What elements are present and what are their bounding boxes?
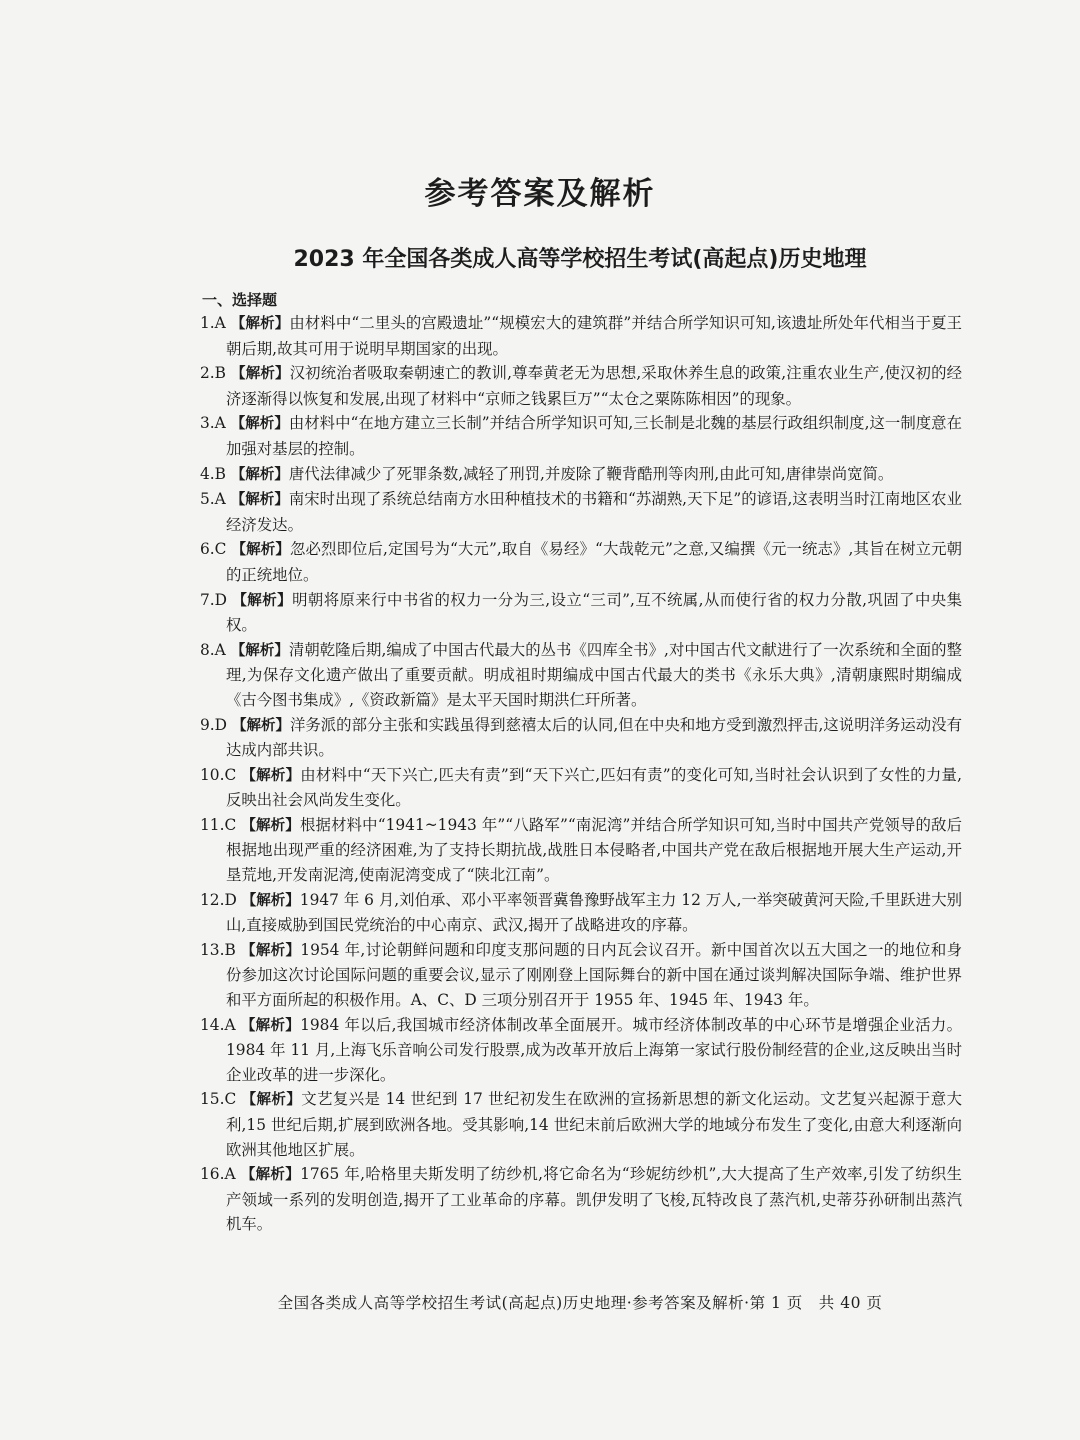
answer-text: 南宋时出现了系统总结南方水田种植技术的书籍和“苏湖熟,天下足”的谚语,这表明当时江南地区农业经济发达。: [226, 490, 962, 534]
answer-text: 明朝将原来行中书省的权力一分为三,设立“三司”,互不统属,从而使行省的权力分散,巩固了中央集权。: [226, 590, 962, 635]
answer-item: [200, 361, 962, 411]
answer-number: 15.C: [200, 1090, 237, 1109]
answer-item: [200, 462, 962, 488]
answer-item: [200, 813, 962, 888]
answer-text: 文艺复兴是 14 世纪到 17 世纪初发生在欧洲的宣扬新思想的新文化运动。文艺复兴起源于意大利,15 世纪后期,扩展到欧洲各地。受其影响,14 世纪末前后欧洲大学的地域分布发生了变化,由意大利逐渐向欧洲其他地区扩展。: [226, 1090, 962, 1159]
analysis-tag: 【解析】: [231, 717, 290, 734]
analysis-tag: 【解析】: [232, 592, 293, 609]
answer-text: 1984 年以后,我国城市经济体制改革全面展开。城市经济体制改革的中心环节是增强企业活力。1984 年 11 月,上海飞乐音响公司发行股票,成为改革开放后上海第一家试行股份制经营的企业,这反映出当时企业改革的进一步深化。: [226, 1015, 963, 1084]
page-footer: 全国各类成人高等学校招生考试(高起点)历史地理·参考答案及解析·第 1 页 共 40 页: [277, 1294, 883, 1312]
section-heading: 一、选择题: [202, 291, 278, 309]
answer-text: 清朝乾隆后期,编成了中国古代最大的丛书《四库全书》,对中国古代文献进行了一次系统和全面的整理,为保存文化遗产做出了重要贡献。明成祖时期编成中国古代最大的类书《永乐大典》,清朝康熙时期编成《古今图书集成》,《资政新篇》是太平天国时期洪仁玕所著。: [226, 640, 962, 709]
analysis-tag: 【解析】: [241, 942, 301, 959]
analysis-tag: 【解析】: [230, 316, 290, 332]
answer-text: 由材料中“二里头的宫殿遗址”“规模宏大的建筑群”并结合所学知识可知,该遗址所处年代相当于夏王朝后期,故其可用于说明早期国家的出现。: [226, 314, 962, 358]
page-title: 参考答案及解析: [424, 176, 656, 212]
answer-item: [200, 638, 962, 713]
answer-item: [200, 713, 962, 763]
answer-number: 14.A: [200, 1015, 236, 1034]
analysis-tag: 【解析】: [231, 366, 290, 383]
answer-number: 5.A: [200, 490, 226, 509]
answer-number: 7.D: [200, 590, 228, 609]
analysis-tag: 【解析】: [230, 642, 289, 659]
answer-text: 1954 年,讨论朝鲜问题和印度支那问题的日内瓦会议召开。新中国首次以五大国之一的地位和身份参加这次讨论国际问题的重要会议,显示了刚刚登上国际舞台的新中国在通过谈判解决国际争端、维护世界和平方面所起的积极作用。A、C、D 三项分别召开于 1955 年、1945 年、1943 年。: [226, 940, 963, 1010]
answer-number: 6.C: [200, 540, 227, 559]
analysis-tag: 【解析】: [241, 1092, 302, 1109]
answer-text: 1765 年,哈格里夫斯发明了纺纱机,将它命名为“珍妮纺纱机”,大大提高了生产效率,引发了纺织生产领域一系列的发明创造,揭开了工业革命的序幕。凯伊发明了飞梭,瓦特改良了蒸汽机,史蒂芬孙研制出蒸汽机车。: [226, 1165, 962, 1234]
answer-item: [200, 888, 962, 938]
answer-text: 由材料中“在地方建立三长制”并结合所学知识可知,三长制是北魏的基层行政组织制度,这一制度意在加强对基层的控制。: [226, 414, 962, 458]
answer-list: [200, 311, 962, 1237]
answer-number: 9.D: [200, 715, 228, 734]
answer-item: [200, 763, 962, 813]
answer-text: 汉初统治者吸取秦朝速亡的教训,尊奉黄老无为思想,采取休养生息的政策,注重农业生产,使汉初的经济逐渐得以恢复和发展,出现了材料中“京师之钱累巨万”“太仓之粟陈陈相因”的现象。: [226, 364, 962, 408]
analysis-tag: 【解析】: [231, 542, 290, 559]
answer-item: [200, 537, 962, 587]
answer-item: [200, 1013, 962, 1088]
exam-subtitle: 2023 年全国各类成人高等学校招生考试(高起点)历史地理: [293, 247, 867, 272]
answer-item: [200, 1087, 962, 1162]
answer-number: 2.B: [200, 364, 226, 383]
answer-text: 忽必烈即位后,定国号为“大元”,取自《易经》“大哉乾元”之意,又编撰《元一统志》,其旨在树立元朝的正统地位。: [226, 540, 962, 584]
answer-number: 1.A: [200, 314, 226, 332]
answer-number: 13.B: [200, 940, 236, 959]
answer-number: 16.A: [200, 1165, 236, 1184]
analysis-tag: 【解析】: [230, 466, 289, 483]
answer-number: 3.A: [200, 414, 226, 433]
answer-number: 12.D: [200, 890, 237, 909]
analysis-tag: 【解析】: [230, 492, 289, 509]
analysis-tag: 【解析】: [241, 767, 301, 784]
answer-item: [200, 588, 962, 638]
analysis-tag: 【解析】: [230, 416, 289, 433]
analysis-tag: 【解析】: [240, 1017, 301, 1034]
answer-item: [200, 1162, 962, 1237]
analysis-tag: 【解析】: [240, 1167, 301, 1184]
answer-number: 8.A: [200, 640, 226, 659]
answer-item: [200, 487, 962, 537]
analysis-tag: 【解析】: [241, 892, 300, 909]
answer-text: 由材料中“天下兴亡,匹夫有责”到“天下兴亡,匹妇有责”的变化可知,当时社会认识到了女性的力量,反映出社会风尚发生变化。: [226, 765, 962, 810]
answer-number: 4.B: [200, 464, 226, 483]
answer-item: [200, 311, 962, 361]
answer-item: [200, 411, 962, 461]
answer-item: [200, 938, 962, 1013]
answer-text: 根据材料中“1941~1943 年”“八路军”“南泥湾”并结合所学知识可知,当时中国共产党领导的敌后根据地出现严重的经济困难,为了支持长期抗战,战胜日本侵略者,中国共产党在敌后根据地开展大生产运动,开垦荒地,开发南泥湾,使南泥湾变成了“陕北江南”。: [226, 815, 962, 885]
answer-text: 唐代法律减少了死罪条数,减轻了刑罚,并废除了鞭背酷刑等肉刑,由此可知,唐律崇尚宽简。: [288, 464, 894, 483]
answer-number: 10.C: [200, 765, 237, 784]
analysis-tag: 【解析】: [241, 817, 300, 834]
answer-text: 1947 年 6 月,刘伯承、邓小平率领晋冀鲁豫野战军主力 12 万人,一举突破黄河天险,千里跃进大别山,直接威胁到国民党统治的中心南京、武汉,揭开了战略进攻的序幕。: [226, 890, 962, 935]
answer-text: 洋务派的部分主张和实践虽得到慈禧太后的认同,但在中央和地方受到激烈抨击,这说明洋务运动没有达成内部共识。: [226, 715, 962, 760]
answer-number: 11.C: [200, 815, 237, 834]
